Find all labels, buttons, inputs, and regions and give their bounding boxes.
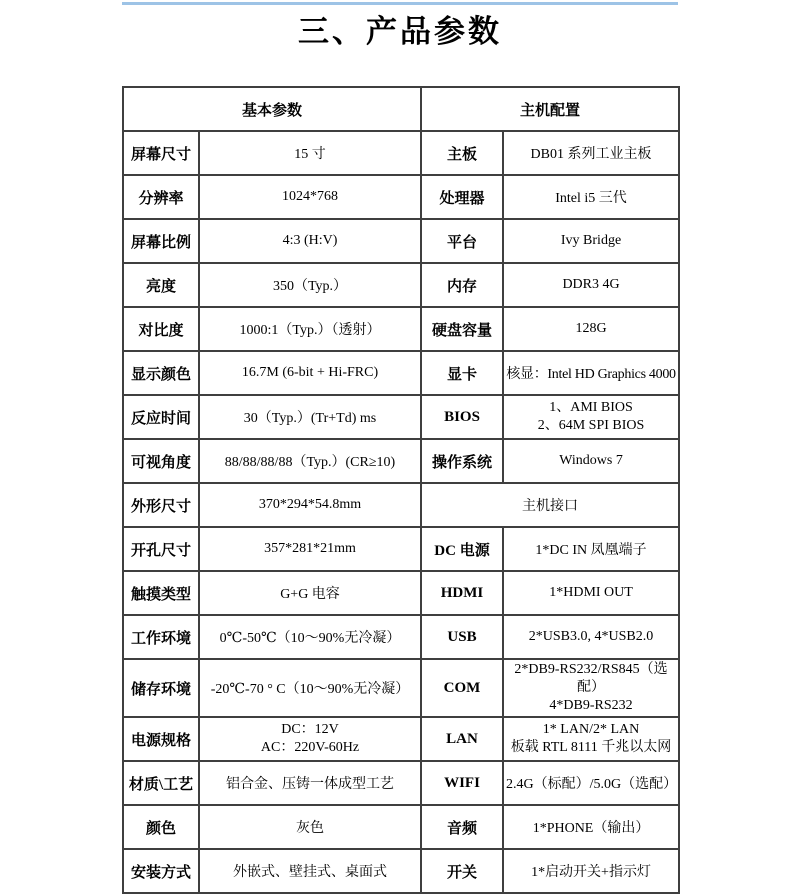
spec-label-cell: 亮度: [123, 263, 199, 307]
page-title: 三、产品参数: [298, 14, 502, 49]
spec-label-cell: 音频: [421, 805, 503, 849]
table-row: [123, 805, 679, 849]
host-interface-section-header: 主机接口: [421, 483, 679, 527]
spec-label-cell: 对比度: [123, 307, 199, 351]
table-row: [123, 175, 679, 219]
table-row: [123, 439, 679, 483]
spec-value-cell: 16.7M (6-bit + Hi-FRC): [199, 351, 421, 395]
spec-label-cell: 外形尺寸: [123, 483, 199, 527]
spec-label-cell: 硬盘容量: [421, 307, 503, 351]
spec-label-cell: WIFI: [421, 761, 503, 805]
table-row: [123, 849, 679, 893]
host-config-header: 主机配置: [421, 87, 679, 131]
spec-value-cell: 15 寸: [199, 131, 421, 175]
spec-value-cell: 灰色: [199, 805, 421, 849]
spec-value-cell: 128G: [503, 307, 679, 351]
spec-label-cell: 屏幕尺寸: [123, 131, 199, 175]
table-row: [123, 395, 679, 439]
table-row: [123, 219, 679, 263]
spec-value-cell: Ivy Bridge: [503, 219, 679, 263]
value-line: 板载 RTL 8111 千兆以太网: [510, 740, 672, 755]
spec-value-cell: 1*PHONE（输出）: [503, 805, 679, 849]
spec-value-cell: 2*USB3.0, 4*USB2.0: [503, 615, 679, 659]
spec-label-cell: 电源规格: [123, 717, 199, 761]
spec-label-cell: DC 电源: [421, 527, 503, 571]
spec-label-cell: 储存环境: [123, 659, 199, 717]
spec-value-cell: 370*294*54.8mm: [199, 483, 421, 527]
spec-label-cell: 平台: [421, 219, 503, 263]
spec-value-cell: Intel i5 三代: [503, 175, 679, 219]
basic-params-header: 基本参数: [123, 87, 421, 131]
table-row: [123, 351, 679, 395]
value-line: 2*DB9-RS232/RS845（选配）: [514, 662, 668, 695]
top-accent-divider: [122, 2, 678, 5]
value-line: 1、AMI BIOS: [549, 400, 633, 415]
table-row: [123, 307, 679, 351]
spec-value-cell: DDR3 4G: [503, 263, 679, 307]
spec-value-cell: [503, 659, 679, 717]
spec-value-cell: 1024*768: [199, 175, 421, 219]
table-row: [123, 131, 679, 175]
spec-value-cell: 2.4G（标配）/5.0G（选配）: [503, 761, 679, 805]
spec-label-cell: 分辨率: [123, 175, 199, 219]
table-row: [123, 527, 679, 571]
spec-value-cell: 350（Typ.）: [199, 263, 421, 307]
spec-value-cell: 1*HDMI OUT: [503, 571, 679, 615]
spec-value-cell: 0℃-50℃（10～90%无冷凝）: [199, 615, 421, 659]
spec-label-cell: 显示颜色: [123, 351, 199, 395]
spec-value-cell: 1000:1（Typ.）（透射）: [199, 307, 421, 351]
table-row: [123, 761, 679, 805]
spec-label-cell: HDMI: [421, 571, 503, 615]
spec-label-cell: 材质\工艺: [123, 761, 199, 805]
spec-value-cell: 铝合金、压铸一体成型工艺: [199, 761, 421, 805]
spec-value-cell: [503, 717, 679, 761]
value-line: 4*DB9-RS232: [549, 698, 633, 713]
value-line: DC：12V: [281, 722, 339, 737]
spec-label-cell: 操作系统: [421, 439, 503, 483]
spec-label-cell: 工作环境: [123, 615, 199, 659]
spec-value-cell: -20℃-70 ° C（10～90%无冷凝）: [199, 659, 421, 717]
spec-label-cell: 屏幕比例: [123, 219, 199, 263]
value-line: AC：220V-60Hz: [260, 740, 360, 755]
spec-label-cell: LAN: [421, 717, 503, 761]
spec-label-cell: COM: [421, 659, 503, 717]
spec-label-cell: 开孔尺寸: [123, 527, 199, 571]
value-line: 2、64M SPI BIOS: [537, 418, 645, 433]
spec-label-cell: 处理器: [421, 175, 503, 219]
spec-value-cell: 357*281*21mm: [199, 527, 421, 571]
spec-label-cell: BIOS: [421, 395, 503, 439]
spec-label-cell: 颜色: [123, 805, 199, 849]
table-row: [123, 717, 679, 761]
spec-value-cell: 1*启动开关+指示灯: [503, 849, 679, 893]
spec-label-cell: 触摸类型: [123, 571, 199, 615]
spec-label-cell: 主板: [421, 131, 503, 175]
spec-value-cell: 88/88/88/88（Typ.）(CR≥10): [199, 439, 421, 483]
spec-value-cell: 30（Typ.）(Tr+Td) ms: [199, 395, 421, 439]
spec-value-cell: [199, 717, 421, 761]
spec-value-cell: 外嵌式、壁挂式、桌面式: [199, 849, 421, 893]
spec-label-cell: 开关: [421, 849, 503, 893]
value-line: 1* LAN/2* LAN: [542, 722, 640, 737]
table-row: [123, 483, 679, 527]
spec-value-cell: Windows 7: [503, 439, 679, 483]
spec-value-cell: DB01 系列工业主板: [503, 131, 679, 175]
spec-label-cell: USB: [421, 615, 503, 659]
table-row: [123, 263, 679, 307]
spec-label-cell: 反应时间: [123, 395, 199, 439]
spec-value-cell: [503, 395, 679, 439]
spec-value-cell: 4:3 (H:V): [199, 219, 421, 263]
spec-value-cell: 核显：Intel HD Graphics 4000: [503, 351, 679, 395]
table-header-row: [123, 87, 679, 131]
spec-value-cell: 1*DC IN 凤凰端子: [503, 527, 679, 571]
table-row: [123, 659, 679, 717]
table-row: [123, 615, 679, 659]
spec-label-cell: 内存: [421, 263, 503, 307]
spec-label-cell: 安装方式: [123, 849, 199, 893]
spec-label-cell: 可视角度: [123, 439, 199, 483]
table-row: [123, 571, 679, 615]
product-spec-table: [122, 86, 680, 894]
spec-label-cell: 显卡: [421, 351, 503, 395]
spec-value-cell: G+G 电容: [199, 571, 421, 615]
